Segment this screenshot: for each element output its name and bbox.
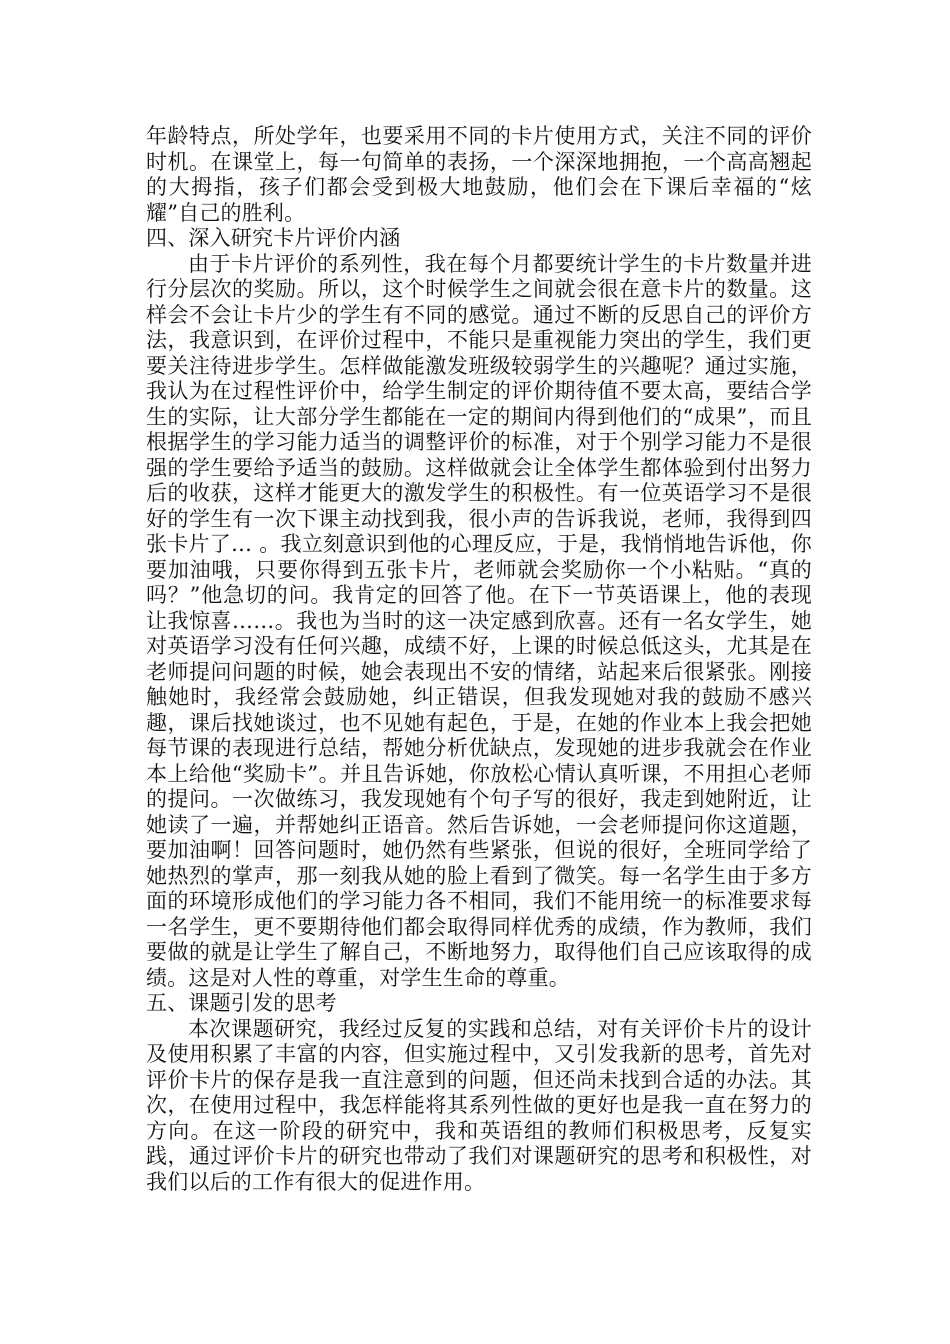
section-heading-5: 五、课题引发的思考 (146, 991, 337, 1015)
paragraph-section-4: 由于卡片评价的系列性，我在每个月都要统计学生的卡片数量并进行分层次的奖励。所以，这个时候学生之间就会很在意卡片的数量。这样会不会让卡片少的学生有不同的感觉。通过不断的反思自己的评价方法，我意识到，在评价过程中，不能只是重视能力突出的学生，我们更要关注待进步学生。怎样做能激发班级较弱学生的兴趣呢？通过实施，我认为在过程性评价中，给学生制定的评价期待值不要太高，要结合学生的实际，让大部分学生都能在一定的期间内得到他们的“成果”，而且根据学生的学习能力适当的调整评价的标准，对于个别学习能力不是很强的学生要给予适当的鼓励。这样做就会让全体学生都体验到付出努力后的收获，这样才能更大的激发学生的积极性。有一位英语学习不是很好的学生有一次下课主动找到我，很小声的告诉我说，老师，我得到四张卡片了… 。我立刻意识到他的心理反应，于是，我悄悄地告诉他，你要加油哦，只要你得到五张卡片，老师就会奖励你一个小粘贴。“真的吗？”他急切的问。我肯定的回答了他。在下一节英语课上，他的表现让我惊喜……。我也为当时的这一决定感到欣喜。还有一名女学生，她对英语学习没有任何兴趣，成绩不好，上课的时候总低这头，尤其是在老师提问问题的时候，她会表现出不安的情绪，站起来后很紧张。刚接触她时，我经常会鼓励她，纠正错误，但我发现她对我的鼓励不感兴趣，课后找她谈过，也不见她有起色，于是，在她的作业本上我会把她每节课的表现进行总结，帮她分析优缺点，发现她的进步我就会在作业本上给他“奖励卡”。并且告诉她，你放松心情认真听课，不用担心老师的提问。一次做练习，我发现她有个句子写的很好，我走到她附近，让她读了一遍，并帮她纠正语音。然后告诉她，一会老师提问你这道题，要加油啊！回答问题时，她仍然有些紧张，但说的很好，全班同学给了她热烈的掌声，那一刻我从她的脸上看到了微笑。每一名学生由于多方面的环境形成他们的学习能力各不相同，我们不能用统一的标准要求每一名学生，更不要期待他们都会取得同样优秀的成绩，作为教师，我们要做的就是让学生了解自己，不断地努力，取得他们自己应该取得的成绩。这是对人性的尊重，对学生生命的尊重。 (146, 251, 812, 990)
paragraph-section-5: 本次课题研究，我经过反复的实践和总结，对有关评价卡片的设计及使用积累了丰富的内容，但实施过程中，又引发我新的思考，首先对评价卡片的保存是我一直注意到的问题，但还尚未找到合适的办法。其次，在使用过程中，我怎样能将其系列性做的更好也是我一直在努力的方向。在这一阶段的研究中，我和英语组的教师们积极思考，反复实践，通过评价卡片的研究也带动了我们对课题研究的思考和积极性，对我们以后的工作有很大的促进作用。 (146, 1016, 812, 1194)
document-page (146, 124, 812, 1195)
paragraph-intro-continued: 年龄特点，所处学年，也要采用不同的卡片使用方式，关注不同的评价时机。在课堂上，每一句简单的表扬，一个深深地拥抱，一个高高翘起的大拇指，孩子们都会受到极大地鼓励，他们会在下课后幸福的“炫耀”自己的胜利。 (146, 124, 812, 225)
section-heading-4: 四、深入研究卡片评价内涵 (146, 226, 401, 250)
